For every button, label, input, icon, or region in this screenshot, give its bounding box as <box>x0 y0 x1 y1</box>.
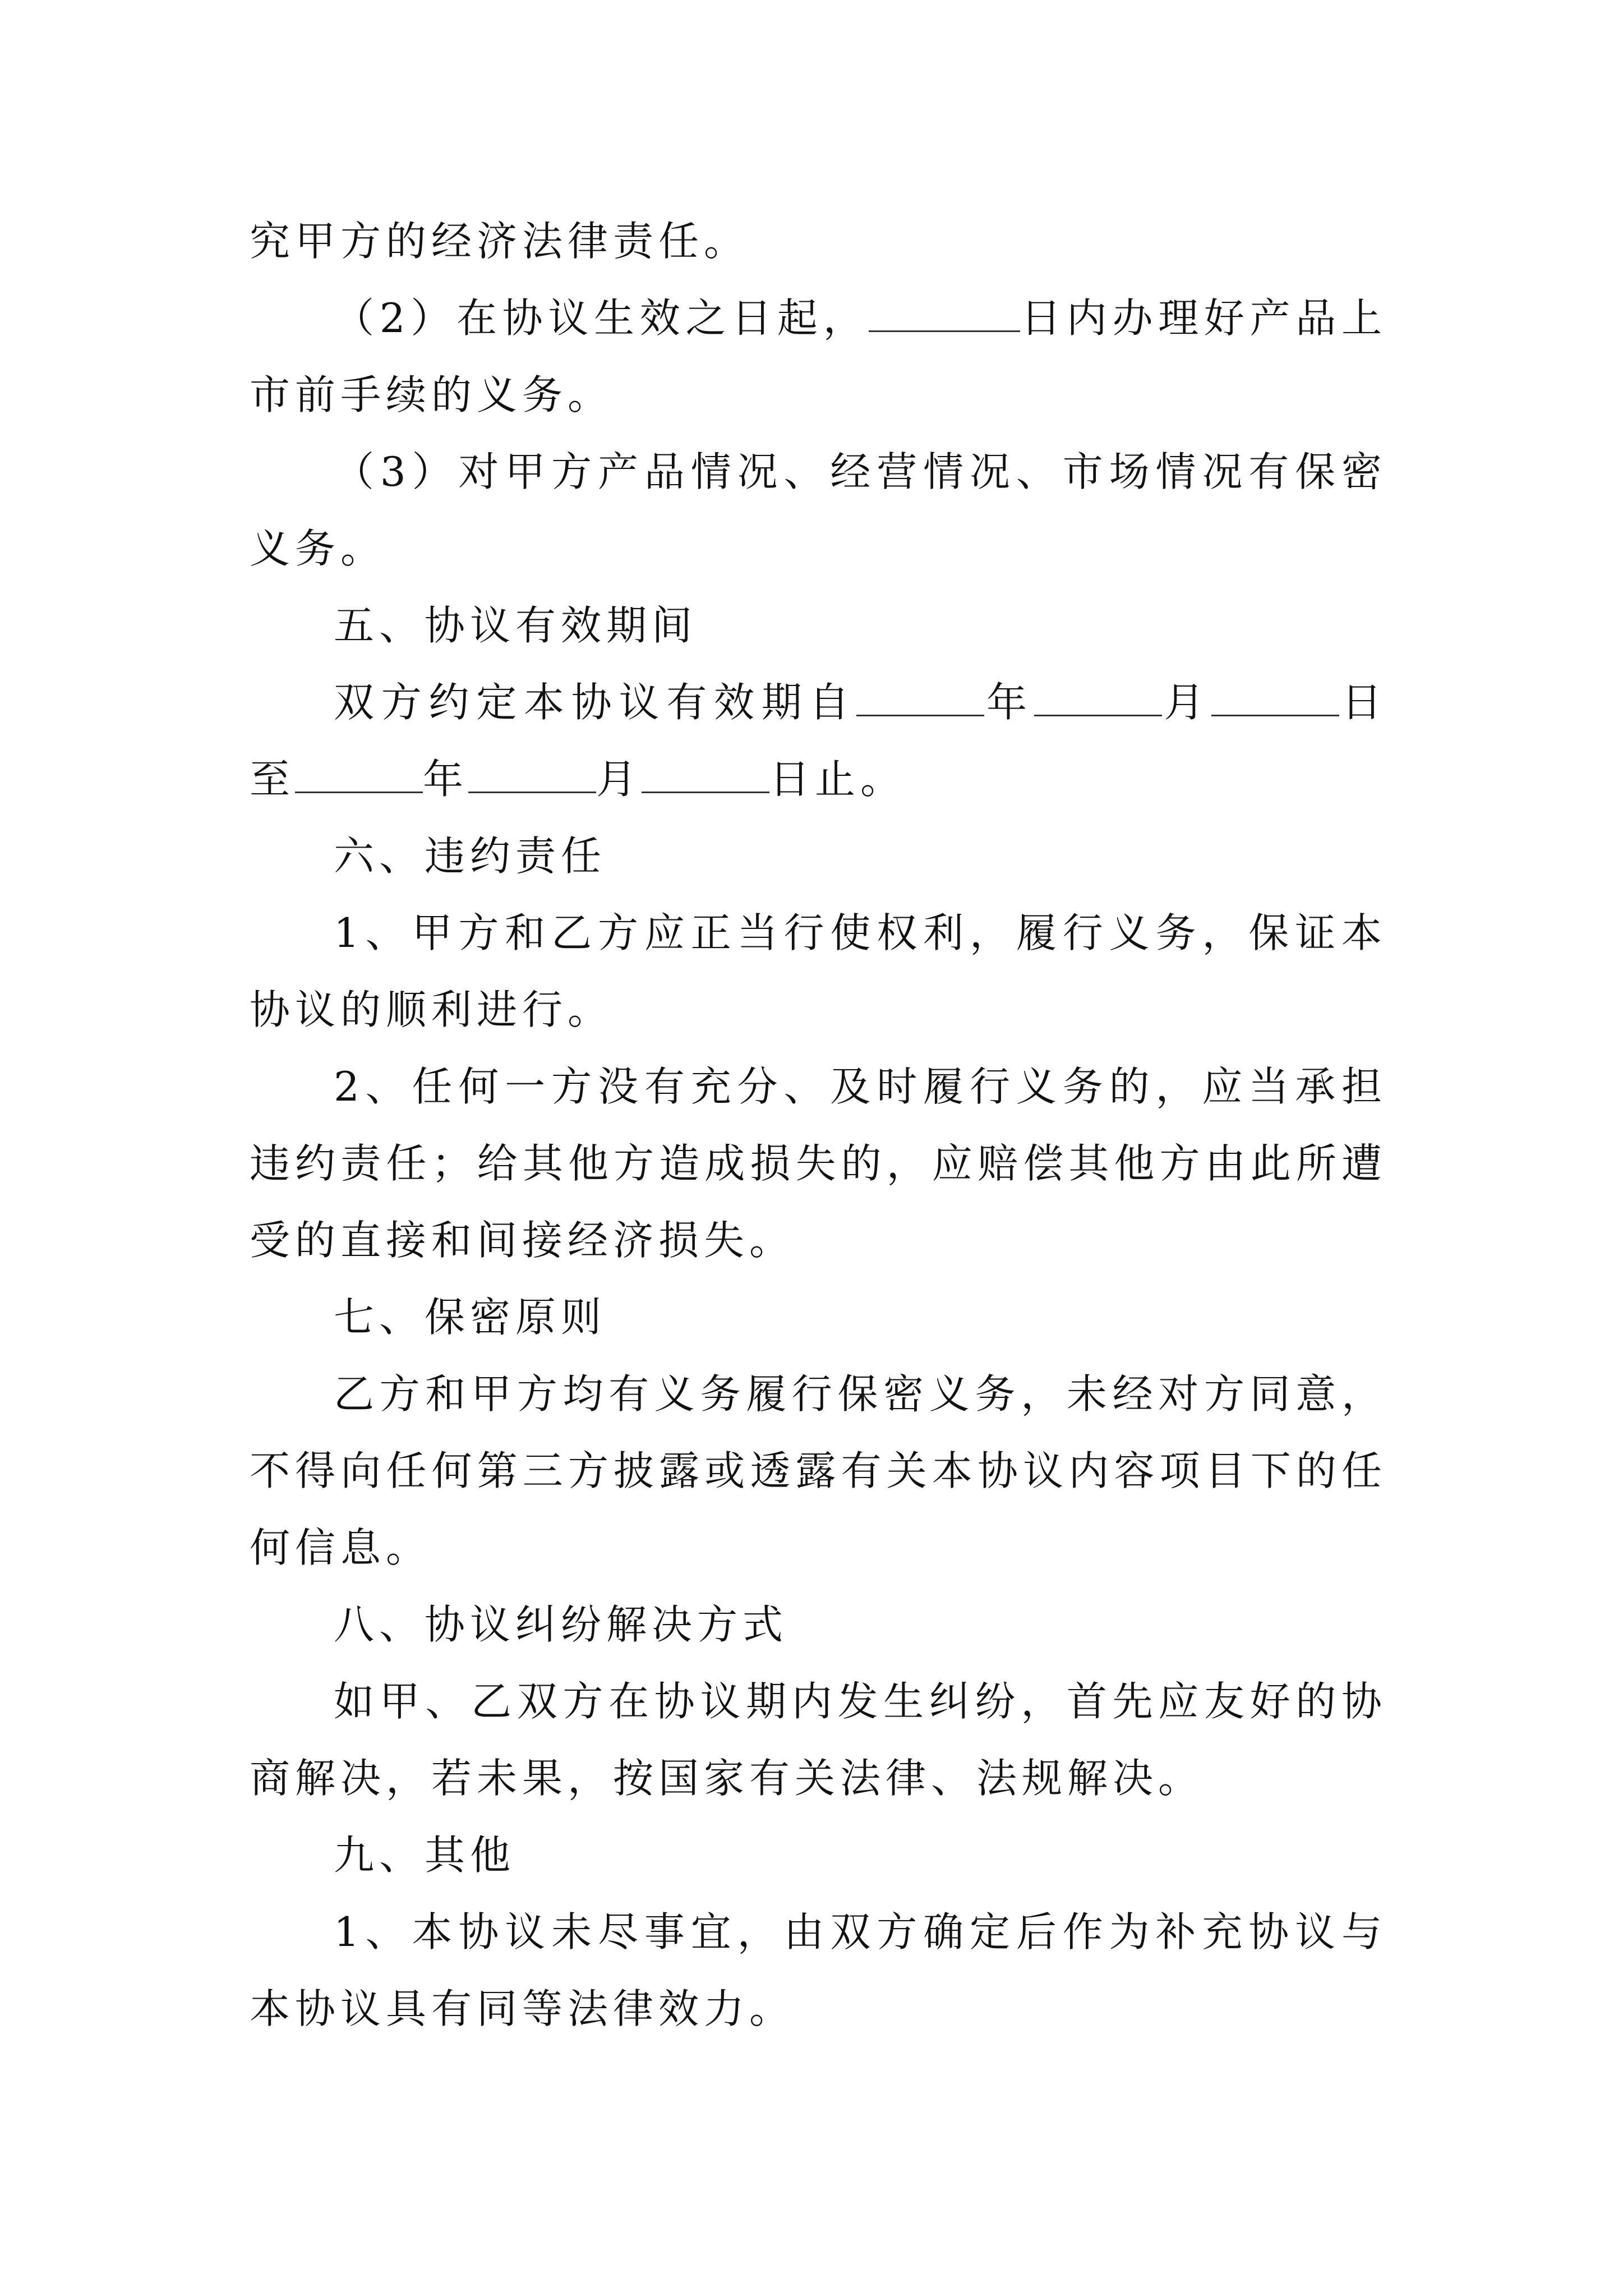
paragraph-clause-2 <box>250 280 1387 434</box>
heading-text: 八、协议纠纷解决方式 <box>334 1601 789 1648</box>
paragraph-validity-period <box>250 664 1387 818</box>
paragraph-text: 究甲方的经济法律责任。 <box>250 218 750 265</box>
paragraph-text: 双方约定本协议有效期自 <box>334 679 857 726</box>
fill-in-blank-month-start <box>1034 681 1162 716</box>
paragraph-other-1 <box>250 1894 1387 2047</box>
paragraph-dispute <box>250 1663 1387 1817</box>
paragraph-text: 1、甲方和乙方应正当行使权利，履行义务，保证本协议的顺利进行。 <box>250 909 1387 1033</box>
section-heading-8 <box>250 1586 1387 1663</box>
section-heading-6 <box>250 818 1387 895</box>
document-body <box>250 203 1387 2047</box>
year-label: 年 <box>984 679 1034 726</box>
paragraph-text: （3）对甲方产品情况、经营情况、市场情况有保密义务。 <box>250 448 1387 572</box>
paragraph-text: 2、任何一方没有充分、及时履行义务的，应当承担违约责任；给其他方造成损失的，应赔偿其他方由此所遭受的直接和间接经济损失。 <box>250 1063 1387 1264</box>
heading-text: 七、保密原则 <box>334 1294 607 1341</box>
fill-in-blank-year-start <box>856 681 984 716</box>
month-label: 月 <box>1161 679 1212 726</box>
fill-in-blank <box>869 297 1020 332</box>
paragraph-text: 1、本协议未尽事宜，由双方确定后作为补充协议与本协议具有同等法律效力。 <box>250 1908 1387 2032</box>
day-label: 日止。 <box>769 756 906 803</box>
paragraph-text: 日内办理好产品上市前手续的义务。 <box>250 295 1387 418</box>
fill-in-blank-day-end <box>642 758 769 793</box>
heading-text: 九、其他 <box>334 1832 516 1879</box>
paragraph-clause-3 <box>250 434 1387 587</box>
heading-text: 六、违约责任 <box>334 832 607 880</box>
paragraph-text: （2）在协议生效之日起， <box>334 295 869 342</box>
paragraph-liability-1 <box>250 895 1387 1048</box>
paragraph-text: 如甲、乙双方在协议期内发生纠纷，首先应友好的协商解决，若未果，按国家有关法律、法规解决。 <box>250 1678 1387 1802</box>
year-label: 年 <box>423 756 469 803</box>
paragraph-continuation <box>250 203 1387 280</box>
heading-text: 五、协议有效期间 <box>334 602 698 649</box>
section-heading-9 <box>250 1817 1387 1894</box>
day-label: 日至 <box>250 679 1387 803</box>
paragraph-text: 乙方和甲方均有义务履行保密义务，未经对方同意，不得向任何第三方披露或透露有关本协议内容项目下的任何信息。 <box>250 1370 1387 1571</box>
month-label: 月 <box>596 756 642 803</box>
fill-in-blank-day-start <box>1211 681 1339 716</box>
paragraph-confidentiality <box>250 1356 1387 1586</box>
fill-in-blank-year-end <box>295 758 423 793</box>
paragraph-liability-2 <box>250 1048 1387 1279</box>
fill-in-blank-month-end <box>468 758 596 793</box>
section-heading-7 <box>250 1279 1387 1356</box>
section-heading-5 <box>250 587 1387 664</box>
